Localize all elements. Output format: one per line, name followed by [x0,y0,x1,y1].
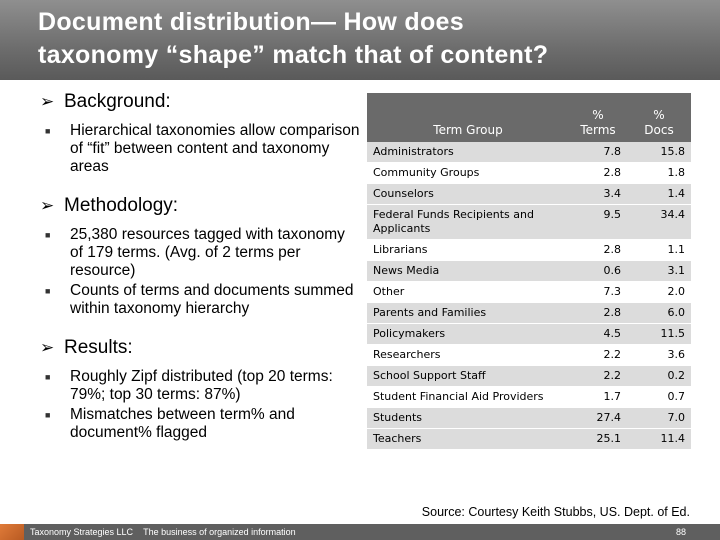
cell-terms: 9.5 [569,205,627,240]
header-pct-terms [569,93,627,142]
square-bullet-icon: ■ [45,230,51,240]
table-row [367,261,691,282]
cell-terms: 27.4 [569,408,627,429]
cell-group: Student Financial Aid Providers [367,387,569,408]
cell-terms: 2.8 [569,163,627,184]
section-results [40,336,360,442]
footer-text [30,526,296,538]
section-background [40,90,360,176]
cell-group: Federal Funds Recipients and Applicants [367,205,569,240]
bullet-text: Roughly Zipf distributed (top 20 terms: 79%; top 30 terms: 87%) [70,368,333,403]
square-bullet-icon: ■ [45,372,51,382]
cell-docs: 34.4 [627,205,691,240]
header-term-group: Term Group [367,93,569,142]
cell-terms: 3.4 [569,184,627,205]
cell-terms: 7.8 [569,142,627,163]
table-row [367,163,691,184]
section-heading [40,194,360,217]
table-header-row [367,93,691,142]
cell-group: Librarians [367,240,569,261]
cell-docs: 7.0 [627,408,691,429]
cell-terms: 2.8 [569,240,627,261]
bullet-text: 25,380 resources tagged with taxonomy of 179 terms. (Avg. of 2 terms per resource) [70,226,345,279]
title-line-1: Document distribution— How does [38,8,464,36]
cell-docs: 11.4 [627,429,691,450]
bullet-content [40,90,360,456]
header-pct-docs-text: % Docs [644,108,674,137]
cell-terms: 4.5 [569,324,627,345]
distribution-table [367,93,691,450]
footer-company: Taxonomy Strategies LLC [30,527,134,537]
cell-docs: 2.0 [627,282,691,303]
bullet-item [45,226,360,280]
header-pct-docs [627,93,691,142]
footer-bar [0,524,720,540]
section-methodology [40,194,360,318]
cell-group: Other [367,282,569,303]
cell-terms: 2.2 [569,366,627,387]
cell-group: Parents and Families [367,303,569,324]
table-row [367,240,691,261]
table-row [367,303,691,324]
cell-terms: 7.3 [569,282,627,303]
source-note: Source: Courtesy Keith Stubbs, US. Dept. of Ed. [421,505,690,519]
table-row [367,282,691,303]
cell-docs: 1.4 [627,184,691,205]
cell-group: Counselors [367,184,569,205]
cell-docs: 0.2 [627,366,691,387]
section-heading [40,336,360,359]
table-row [367,408,691,429]
title-bar [0,0,720,80]
table-row [367,387,691,408]
arrow-bullet-icon: ➢ [40,338,55,357]
slide-title [38,6,720,72]
bullet-item [45,406,360,442]
cell-terms: 25.1 [569,429,627,450]
bullet-item [45,122,360,176]
arrow-bullet-icon: ➢ [40,196,55,215]
section-heading [40,90,360,113]
heading-text: Background: [64,91,171,112]
page-number: 88 [675,527,686,537]
cell-group: Researchers [367,345,569,366]
cell-group: Teachers [367,429,569,450]
square-bullet-icon: ■ [45,410,51,420]
cell-group: School Support Staff [367,366,569,387]
bullet-item [45,282,360,318]
cell-terms: 0.6 [569,261,627,282]
arrow-bullet-icon: ➢ [40,92,55,111]
cell-group: Policymakers [367,324,569,345]
cell-group: Community Groups [367,163,569,184]
table-row [367,184,691,205]
cell-terms: 2.8 [569,303,627,324]
cell-docs: 3.1 [627,261,691,282]
table-row [367,366,691,387]
distribution-table-wrap [367,93,691,450]
bullet-text: Hierarchical taxonomies allow comparison of “fit” between content and taxonomy areas [70,122,360,175]
cell-docs: 3.6 [627,345,691,366]
cell-group: Administrators [367,142,569,163]
cell-docs: 1.8 [627,163,691,184]
bullet-item [45,368,360,404]
heading-text: Methodology: [64,195,179,216]
square-bullet-icon: ■ [45,286,51,296]
heading-text: Results: [64,337,133,358]
cell-terms: 1.7 [569,387,627,408]
title-line-2: taxonomy “shape” match that of content? [38,41,549,69]
cell-docs: 6.0 [627,303,691,324]
table-row [367,142,691,163]
cell-docs: 11.5 [627,324,691,345]
footer-tagline: The business of organized information [143,527,296,537]
table-row [367,345,691,366]
cell-docs: 15.8 [627,142,691,163]
cell-docs: 1.1 [627,240,691,261]
table-row [367,205,691,240]
table-body [367,142,691,450]
square-bullet-icon: ■ [45,126,51,136]
table-row [367,324,691,345]
cell-group: Students [367,408,569,429]
cell-terms: 2.2 [569,345,627,366]
bullet-text: Mismatches between term% and document% flagged [70,406,295,441]
bullet-text: Counts of terms and documents summed within taxonomy hierarchy [70,282,354,317]
company-logo-icon [0,524,24,540]
cell-group: News Media [367,261,569,282]
table-row [367,429,691,450]
header-pct-terms-text: % Terms [580,108,616,137]
cell-docs: 0.7 [627,387,691,408]
